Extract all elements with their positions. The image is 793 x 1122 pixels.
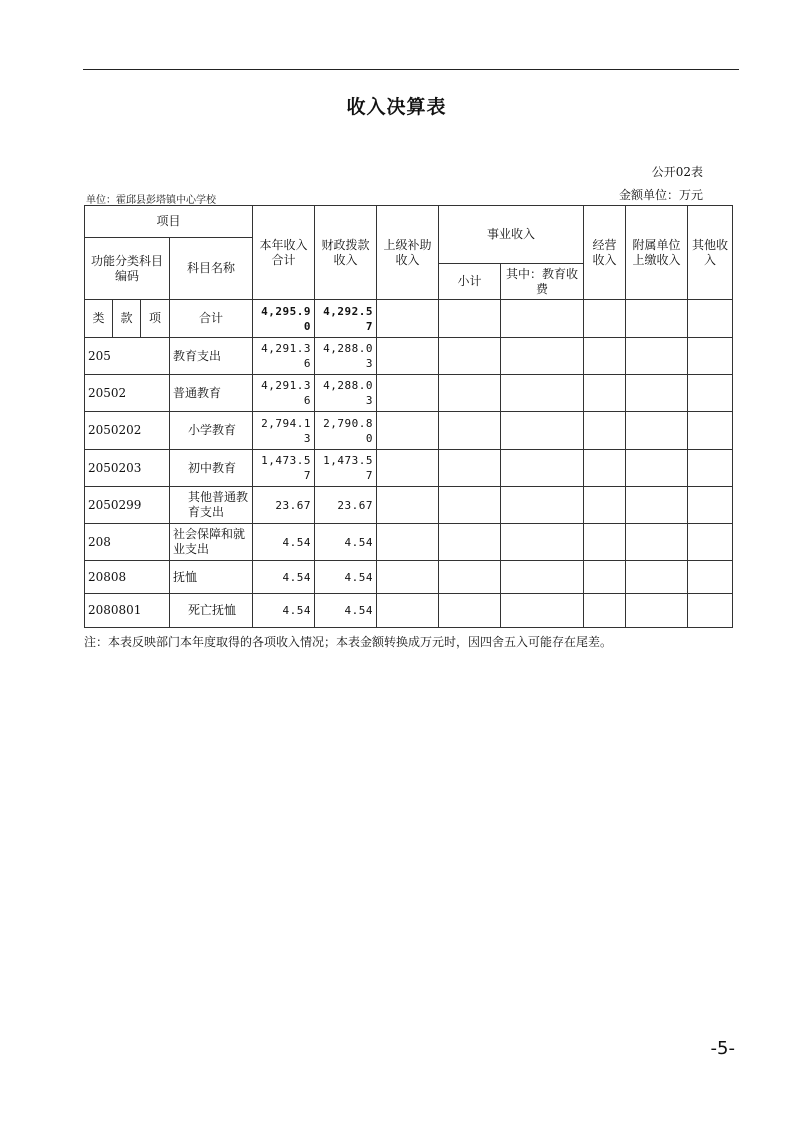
row-code: 2080801: [85, 594, 170, 628]
row-total: 23.67: [253, 487, 315, 524]
header-operating: 经营收入: [584, 206, 626, 300]
row-code: 208: [85, 524, 170, 561]
row-name: 普通教育: [170, 375, 253, 412]
row-fiscal: 4,288.03: [315, 375, 377, 412]
page-number: -5-: [710, 1038, 735, 1059]
row-total: 2,794.13: [253, 412, 315, 450]
header-other: 其他收入: [688, 206, 733, 300]
row-name: 小学教育: [170, 412, 253, 450]
money-unit: 金额单位：万元: [618, 188, 703, 202]
row-code: 205: [85, 338, 170, 375]
row-fiscal: 2,790.80: [315, 412, 377, 450]
header-func-code: 功能分类科目编码: [85, 238, 170, 300]
row-total: 4.54: [253, 561, 315, 594]
row-code: 20502: [85, 375, 170, 412]
row-name: 抚恤: [170, 561, 253, 594]
row-name: 死亡抚恤: [170, 594, 253, 628]
totals-fiscal: 4,292.57: [315, 300, 377, 338]
header-affiliated: 附属单位上缴收入: [626, 206, 688, 300]
reporting-unit: 单位：霍邱县彭塔镇中心学校: [86, 195, 216, 206]
header-rule: [83, 69, 739, 70]
table-row: [85, 412, 733, 450]
header-item: 项目: [85, 206, 253, 238]
table-row: [85, 375, 733, 412]
row-total: 4.54: [253, 594, 315, 628]
header-edu-fee: 其中：教育收费: [501, 264, 584, 300]
row-name: 教育支出: [170, 338, 253, 375]
header-subtotal: 小计: [439, 264, 501, 300]
row-total: 4,291.36: [253, 338, 315, 375]
table-row: [85, 561, 733, 594]
income-table: [84, 205, 733, 628]
row-total: 4,291.36: [253, 375, 315, 412]
table-row: [85, 487, 733, 524]
header-superior: 上级补助收入: [377, 206, 439, 300]
page-title: 收入决算表: [346, 96, 447, 118]
row-name: 社会保障和就业支出: [170, 524, 253, 561]
header-fiscal: 财政拨款收入: [315, 206, 377, 300]
header-kuan: 款: [113, 300, 141, 338]
footnote: 注：本表反映部门本年度取得的各项收入情况；本表金额转换成万元时，因四舍五入可能存在尾差。: [84, 635, 613, 649]
row-code: 2050299: [85, 487, 170, 524]
row-name: 其他普通教育支出: [170, 487, 253, 524]
table-row: [85, 524, 733, 561]
table-row: [85, 338, 733, 375]
totals-total: 4,295.90: [253, 300, 315, 338]
table-row: [85, 450, 733, 487]
header-heji: 合计: [170, 300, 253, 338]
row-fiscal: 4.54: [315, 524, 377, 561]
header-subject-name: 科目名称: [170, 238, 253, 300]
row-fiscal: 1,473.57: [315, 450, 377, 487]
header-xiang: 项: [141, 300, 170, 338]
row-fiscal: 23.67: [315, 487, 377, 524]
row-fiscal: 4.54: [315, 594, 377, 628]
row-total: 1,473.57: [253, 450, 315, 487]
table-code: 公开02表: [651, 165, 703, 179]
header-total: 本年收入合计: [253, 206, 315, 300]
header-lei: 类: [85, 300, 113, 338]
row-total: 4.54: [253, 524, 315, 561]
row-code: 2050203: [85, 450, 170, 487]
row-fiscal: 4,288.03: [315, 338, 377, 375]
header-business: 事业收入: [439, 206, 584, 264]
row-code: 2050202: [85, 412, 170, 450]
row-code: 20808: [85, 561, 170, 594]
row-fiscal: 4.54: [315, 561, 377, 594]
row-name: 初中教育: [170, 450, 253, 487]
table-row: [85, 594, 733, 628]
